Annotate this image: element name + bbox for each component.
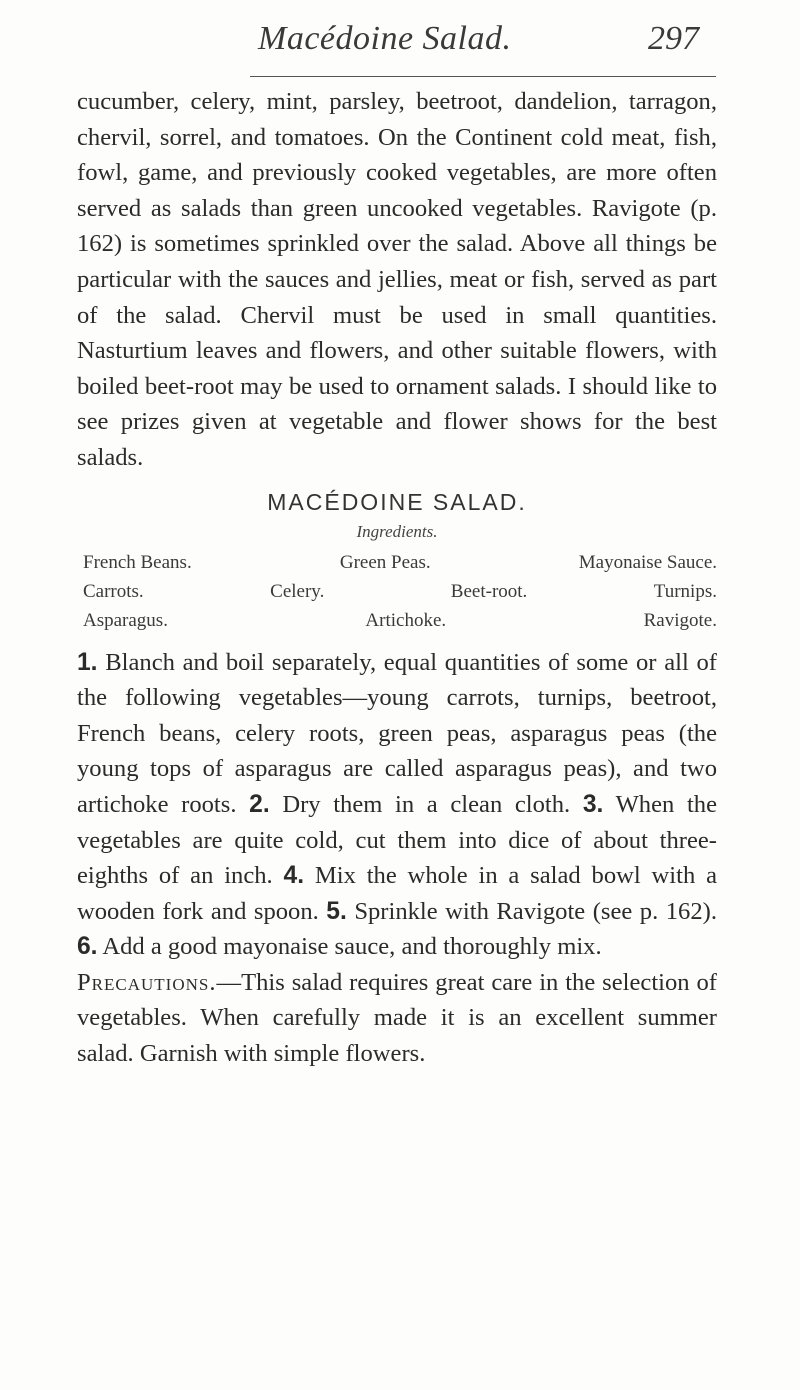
ingredient: Ravigote. — [643, 609, 717, 631]
recipe-title: MACÉDOINE SALAD. — [267, 488, 527, 515]
step-text: Sprinkle with Ravigote (see p. 162). — [354, 897, 717, 925]
page-body — [77, 84, 717, 1072]
precautions-text: —This salad requires great care in the selection of vegetables. When carefully made it is an excellent summer salad. Garnish with simple flowers. — [77, 968, 717, 1068]
ingredient: Turnips. — [653, 580, 717, 602]
ingredients-list — [77, 548, 717, 635]
page-header — [0, 20, 800, 80]
ingredient: Green Peas. — [339, 551, 431, 573]
step-text: Mix the whole in a salad bowl with a wooden fork and spoon. — [77, 862, 717, 925]
step-number: 4. — [283, 862, 305, 890]
ingredients-label: Ingredients. — [356, 521, 438, 541]
ingredient: Carrots. — [83, 580, 144, 602]
ingredient: French Beans. — [83, 551, 192, 573]
precautions-paragraph — [77, 965, 717, 1072]
ingredient: Artichoke. — [365, 609, 447, 631]
step-number: 1. — [77, 648, 98, 676]
step-text: Add a good mayonaise sauce, and thoroughly mix. — [102, 933, 602, 961]
method-paragraph — [77, 645, 717, 965]
step-text: When the vegetables are quite cold, cut them into dice of about three-eighths of an inch. — [77, 790, 718, 890]
ingredients-row — [77, 606, 717, 635]
ingredients-row — [77, 548, 717, 577]
ingredient: Mayonaise Sauce. — [578, 551, 717, 573]
ingredient: Beet-root. — [450, 580, 528, 602]
step-text: Blanch and boil separately, equal quantities of some or all of the following vegetables—young carrots, turnips, beetroot, French beans, celery roots, green peas, asparagus peas (the young tops of asparagus are called asparagus peas), and two artichoke roots. — [77, 648, 717, 818]
step-number: 6. — [77, 933, 98, 961]
step-number: 3. — [582, 790, 604, 818]
step-text: Dry them in a clean cloth. — [282, 790, 571, 818]
intro-paragraph: cucumber, celery, mint, parsley, beetroot, dandelion, tarragon, chervil, sorrel, and tomatoes. On the Continent cold meat, fish, fowl, game, and previously cooked vegetables, are more often served as salads than green uncooked vegetables. Ravigote (p. 162) is sometimes sprinkled over the salad. Above all things be particular with the sauces and jellies, meat or fish, served as part of the salad. Chervil must be used in small quantities. Nasturtium leaves and flowers, and other suitable flowers, with boiled beet-root may be used to ornament salads. I should like to see prizes given at vegetable and flower shows for the best salads. — [77, 88, 717, 471]
running-title: Macédoine Salad. — [258, 20, 512, 57]
ingredient: Celery. — [270, 580, 325, 602]
ingredients-row — [77, 577, 717, 606]
step-number: 2. — [249, 790, 270, 818]
page-number: 297 — [648, 20, 699, 57]
precautions-label: Precautions. — [77, 968, 217, 996]
step-number: 5. — [326, 897, 347, 925]
ingredient: Asparagus. — [83, 609, 168, 631]
header-rule — [250, 76, 716, 77]
